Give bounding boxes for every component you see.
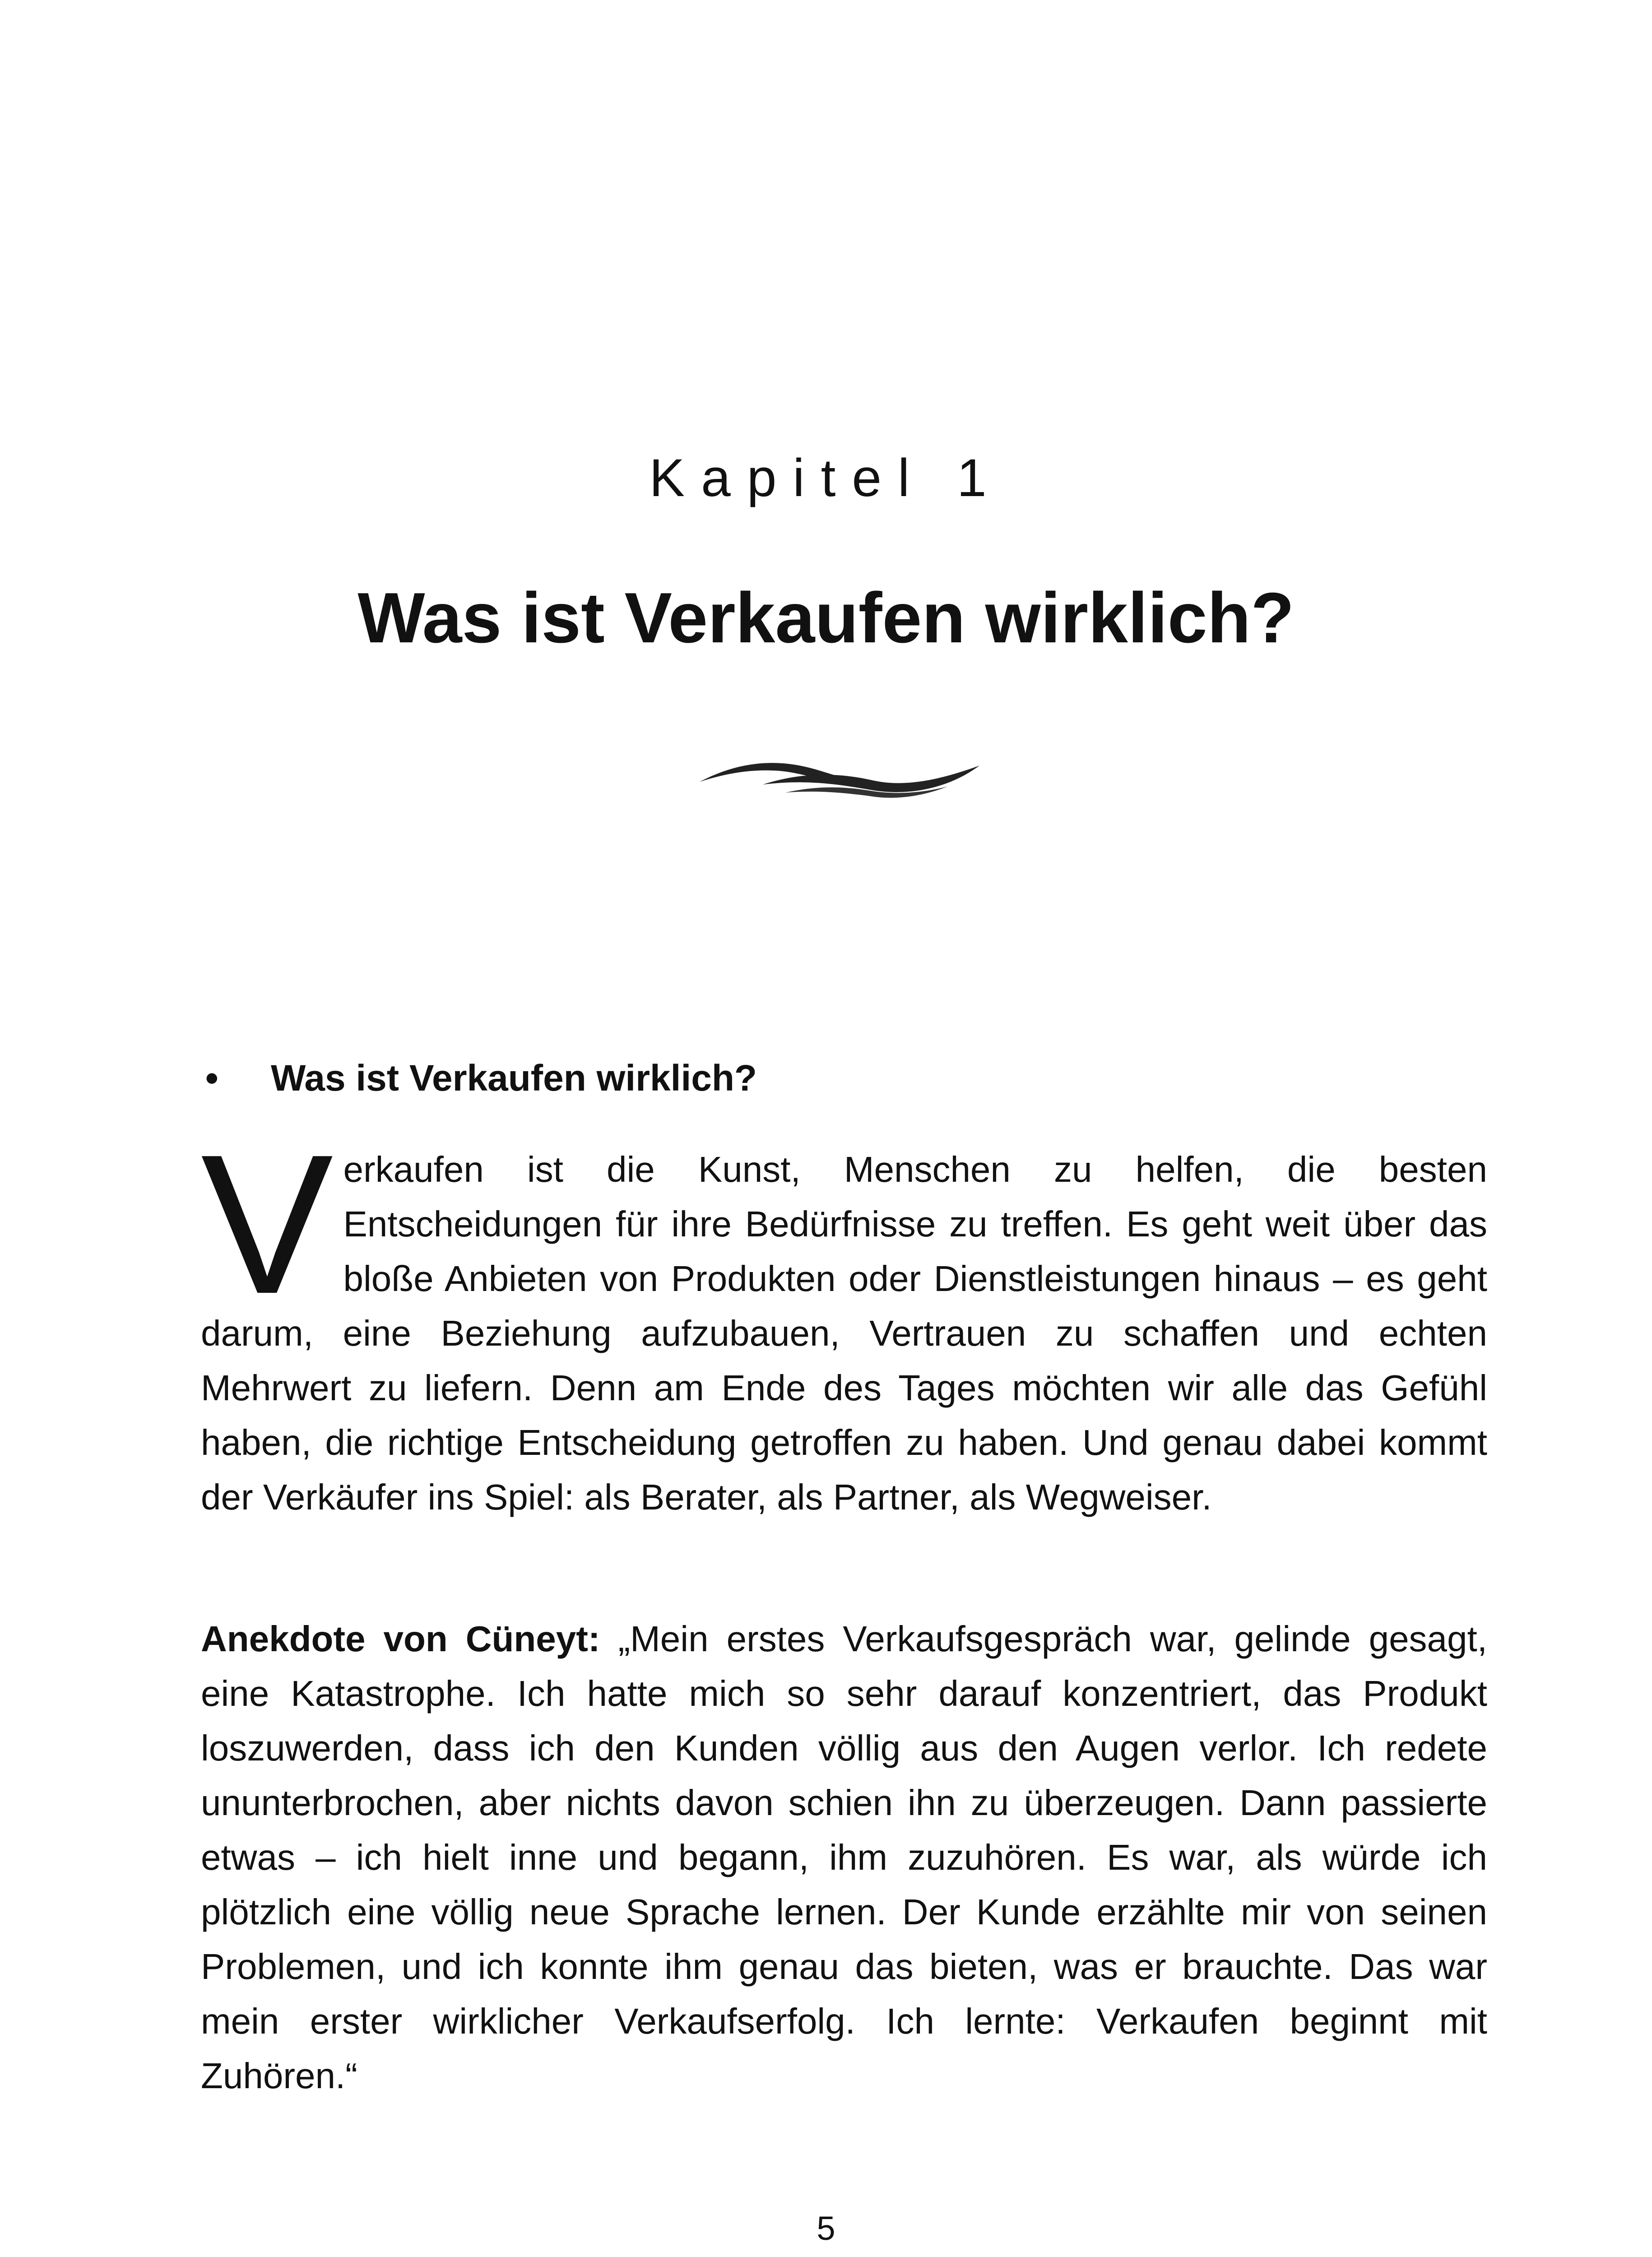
bullet-icon: • xyxy=(205,1058,218,1099)
section-heading-text: Was ist Verkaufen wirklich? xyxy=(271,1058,757,1099)
paragraph-intro-text: erkaufen ist die Kunst, Menschen zu helfen, die besten Entscheidungen für ihre Bedürfnisse zu treffen. Es geht weit über das bloße Anbieten von Produkten oder Dienstleistungen hinaus – es geht darum, eine Beziehung aufzubauen, Vertrauen zu schaffen und echten Mehrwert zu liefern. Denn am Ende des Tages möchten wir alle das Gefühl haben, die richtige Entscheidung getroffen zu haben. Und genau dabei kommt der Verkäufer ins Spiel: als Berater, als Partner, als Wegweiser. xyxy=(201,1149,1487,1517)
paragraph-anecdote xyxy=(201,1611,1487,2103)
anecdote-lead: Anekdote von Cüneyt: xyxy=(201,1619,600,1659)
chapter-title: Was ist Verkaufen wirklich? xyxy=(357,578,1295,658)
chapter-label: Kapitel 1 xyxy=(649,448,1003,508)
drop-cap: V xyxy=(201,1114,334,1335)
wave-ornament-icon xyxy=(695,749,984,803)
section-heading xyxy=(205,1056,1514,1101)
paragraph-intro xyxy=(201,1114,1487,1524)
page-number: 5 xyxy=(817,2210,835,2247)
anecdote-text: „Mein erstes Verkaufsgespräch war, gelinde gesagt, eine Katastrophe. Ich hatte mich so sehr darauf konzentriert, das Produkt loszuwerden, dass ich den Kunden völlig aus den Augen verlor. Ich redete ununterbrochen, aber nichts davon schien ihn zu überzeugen. Dann passierte etwas – ich hielt inne und begann, ihm zuzuhören. Es war, als würde ich plötzlich eine völlig neue Sprache lernen. Der Kunde erzählte mir von seinen Problemen, und ich konnte ihm genau das bieten, was er brauchte. Das war mein erster wirklicher Verkaufserfolg. Ich lernte: Verkaufen beginnt mit Zuhören.“ xyxy=(201,1619,1487,2096)
